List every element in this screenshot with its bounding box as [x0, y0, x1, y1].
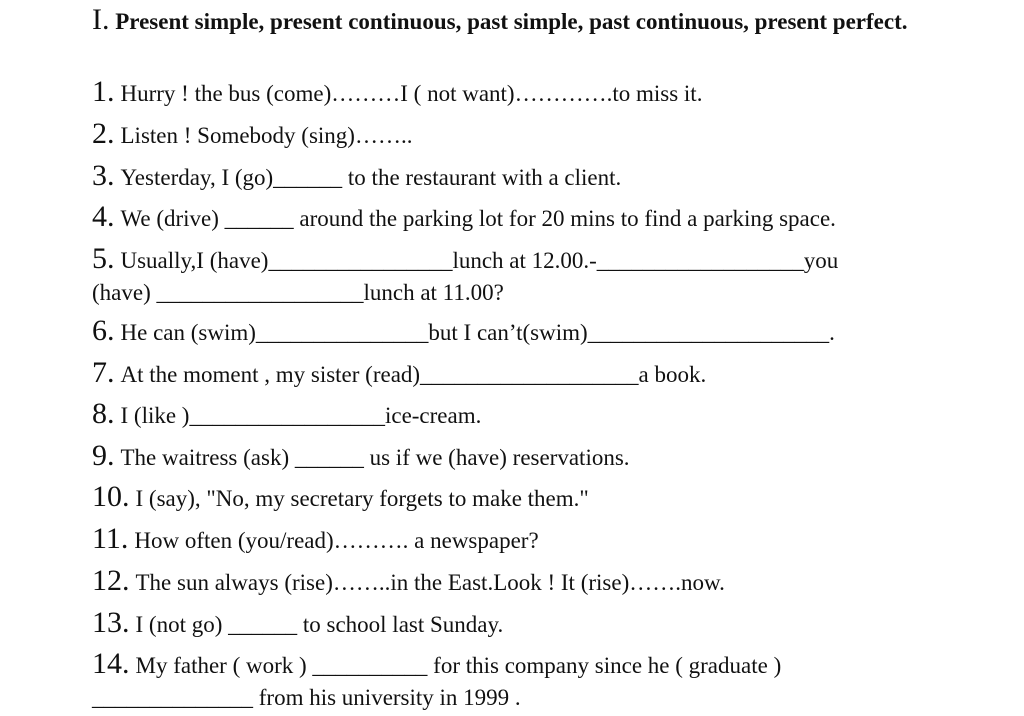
- question-6: [92, 315, 962, 349]
- question-number: 3.: [92, 159, 115, 192]
- question-2: [92, 118, 962, 152]
- question-number: 12.: [92, 564, 130, 597]
- question-text: At the moment , my sister (read)___________________a book.: [120, 362, 707, 387]
- question-number: 14.: [92, 647, 130, 680]
- question-number: 2.: [92, 117, 115, 150]
- exercise-heading: [92, 4, 972, 38]
- question-text: How often (you/read)………. a newspaper?: [134, 528, 539, 553]
- question-8: [92, 398, 962, 432]
- question-4: [92, 201, 962, 235]
- question-text: Hurry ! the bus (come)………I ( not want)………….to miss it.: [120, 81, 703, 106]
- question-text: The waitress (ask) ______ us if we (have) reservations.: [120, 445, 630, 470]
- question-number: 9.: [92, 439, 115, 472]
- question-text: My father ( work ) __________ for this company since he ( graduate ): [135, 653, 782, 678]
- question-text: We (drive) ______ around the parking lot for 20 mins to find a parking space.: [120, 206, 836, 231]
- question-text: I (like )_________________ice-cream.: [120, 403, 482, 428]
- question-9: [92, 440, 962, 474]
- question-text: The sun always (rise)……..in the East.Look ! It (rise)…….now.: [135, 570, 725, 595]
- question-1: [92, 76, 962, 110]
- exercise-numeral: I.: [92, 3, 110, 36]
- question-5: [92, 243, 962, 309]
- question-number: 10.: [92, 480, 130, 513]
- question-7: [92, 357, 962, 391]
- question-number: 8.: [92, 397, 115, 430]
- question-text: I (say), "No, my secretary forgets to make them.": [135, 486, 589, 511]
- question-text: Listen ! Somebody (sing)……..: [120, 123, 413, 148]
- question-number: 7.: [92, 356, 115, 389]
- question-text: He can (swim)_______________but I can’t(swim)_____________________.: [120, 320, 835, 345]
- question-text: Yesterday, I (go)______ to the restaurant with a client.: [120, 165, 622, 190]
- question-number: 5.: [92, 242, 115, 275]
- question-10: [92, 481, 962, 515]
- question-13: [92, 607, 962, 641]
- question-number: 13.: [92, 606, 130, 639]
- question-number: 1.: [92, 75, 115, 108]
- question-text: I (not go) ______ to school last Sunday.: [135, 612, 504, 637]
- question-number: 4.: [92, 200, 115, 233]
- exercise-title: Present simple, present continuous, past simple, past continuous, present perfect.: [115, 9, 908, 34]
- question-11: [92, 523, 962, 557]
- question-text-continued: ______________ from his university in 1999 .: [92, 685, 521, 710]
- question-12: [92, 565, 962, 599]
- question-number: 6.: [92, 314, 115, 347]
- question-3: [92, 160, 962, 194]
- question-text: Usually,I (have)________________lunch at 12.00.-__________________you: [120, 248, 839, 273]
- question-14: [92, 648, 962, 714]
- question-text-continued: (have) __________________lunch at 11.00?: [92, 280, 504, 305]
- question-number: 11.: [92, 522, 129, 555]
